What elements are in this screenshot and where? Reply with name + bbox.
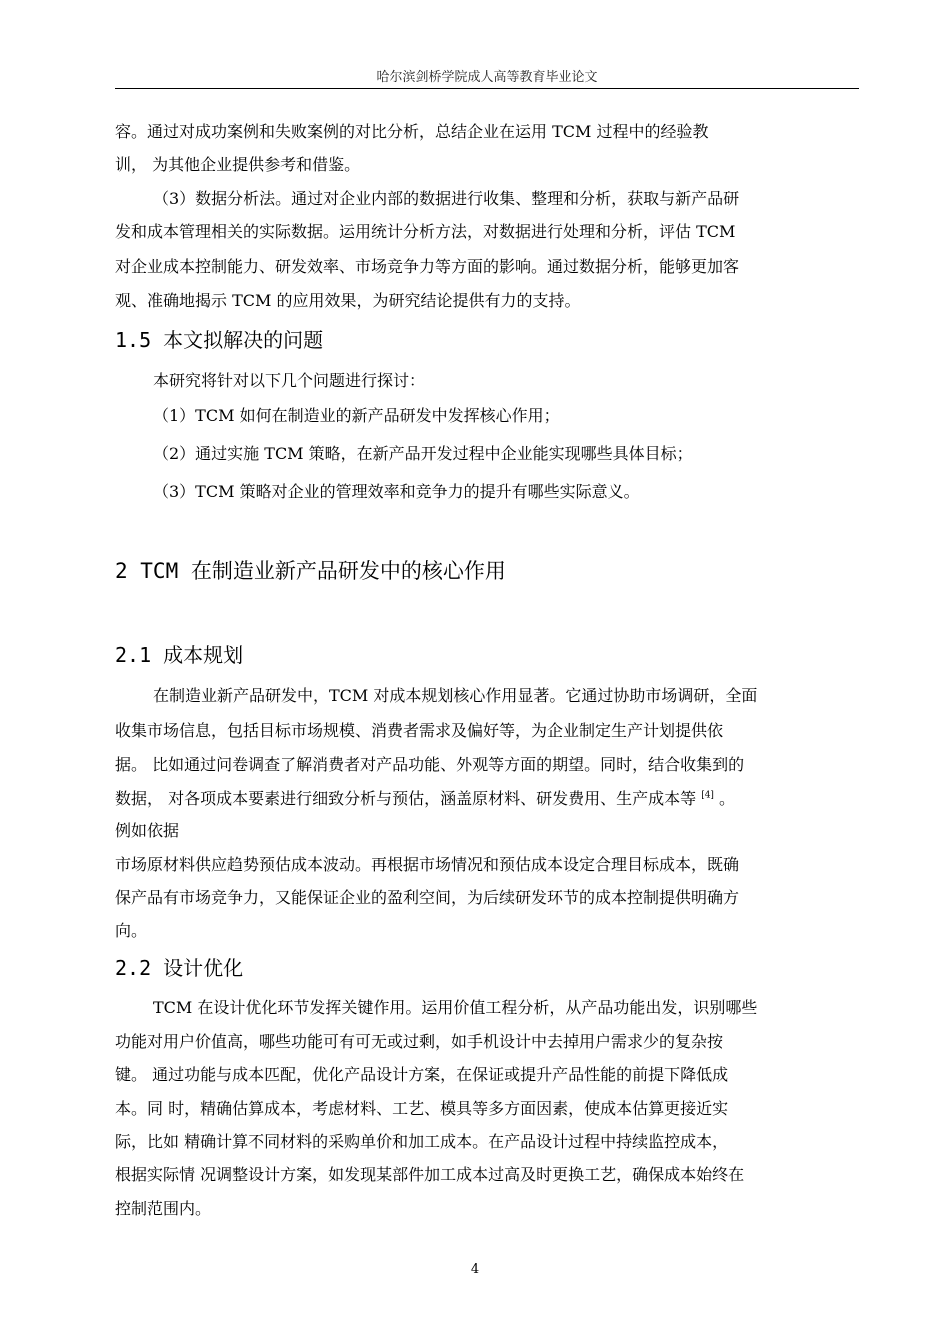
paragraph-line: 际，比如 精确计算不同材料的采购单价和加工成本。在产品设计过程中持续监控成本，: [115, 1132, 729, 1151]
paragraph-line: 本。同 时，精确估算成本，考虑材料、工艺、模具等多方面因素，使成本估算更接近实: [115, 1099, 729, 1118]
paragraph-line: TCM 在设计优化环节发挥关键作用。运用价值工程分析，从产品功能出发，识别哪些: [153, 998, 758, 1017]
paragraph-line: 收集市场信息，包括目标市场规模、消费者需求及偏好等，为企业制定生产计划提供依: [115, 721, 724, 740]
list-item: （2）通过实施 TCM 策略，在新产品开发过程中企业能实现哪些具体目标；: [153, 444, 693, 463]
paragraph-line: 观、准确地揭示 TCM 的应用效果，为研究结论提供有力的支持。: [115, 291, 581, 310]
paragraph-line: 例如依据: [115, 821, 180, 840]
paragraph-line: 容。通过对成功案例和失败案例的对比分析，总结企业在运用 TCM 过程中的经验教: [115, 122, 709, 141]
paragraph-line: 键。 通过功能与成本匹配，优化产品设计方案，在保证或提升产品性能的前提下降低成: [115, 1065, 729, 1084]
header-rule: [115, 88, 859, 89]
chapter-heading-2: 2 TCM 在制造业新产品研发中的核心作用: [115, 559, 506, 583]
section-heading-2-1: 2.1 成本规划: [115, 643, 244, 667]
paragraph-line: 据。 比如通过问卷调查了解消费者对产品功能、外观等方面的期望。同时，结合收集到的: [115, 755, 745, 774]
paragraph-text: 数据， 对各项成本要素进行细致分析与预估，涵盖原材料、研发费用、生产成本等: [115, 789, 697, 808]
paragraph-line: 在制造业新产品研发中，TCM 对成本规划核心作用显著。它通过协助市场调研，全面: [153, 686, 758, 705]
section-heading-2-2: 2.2 设计优化: [115, 956, 244, 980]
paragraph-line: 训， 为其他企业提供参考和借鉴。: [115, 155, 361, 174]
paragraph-text: 。: [719, 789, 736, 808]
section-heading-1-5: 1.5 本文拟解决的问题: [115, 328, 324, 352]
paragraph-line: 对企业成本控制能力、研发效率、市场竞争力等方面的影响。通过数据分析，能够更加客: [115, 257, 740, 276]
citation-reference: [4]: [701, 790, 714, 801]
list-item: （3）TCM 策略对企业的管理效率和竞争力的提升有哪些实际意义。: [153, 482, 640, 501]
list-item: （1）TCM 如何在制造业的新产品研发中发挥核心作用；: [153, 406, 560, 425]
paragraph-line: [115, 789, 865, 809]
paragraph-line: （3）数据分析法。通过对企业内部的数据进行收集、整理和分析，获取与新产品研: [153, 189, 740, 208]
paragraph-line: 保产品有市场竞争力，又能保证企业的盈利空间，为后续研发环节的成本控制提供明确方: [115, 888, 740, 907]
paragraph-line: 功能对用户价值高，哪些功能可有可无或过剩，如手机设计中去掉用户需求少的复杂按: [115, 1032, 724, 1051]
paragraph-line: 控制范围内。: [115, 1199, 212, 1218]
paragraph-line: 根据实际情 况调整设计方案，如发现某部件加工成本过高及时更换工艺，确保成本始终在: [115, 1165, 745, 1184]
paragraph-line: 市场原材料供应趋势预估成本波动。再根据市场情况和预估成本设定合理目标成本，既确: [115, 855, 740, 874]
paragraph-line: 向。: [115, 921, 148, 940]
paragraph-line: 本研究将针对以下几个问题进行探讨：: [153, 371, 426, 390]
page-header: 哈尔滨剑桥学院成人高等教育毕业论文: [376, 70, 598, 85]
page-number: 4: [470, 1262, 480, 1277]
paragraph-line: 发和成本管理相关的实际数据。运用统计分析方法，对数据进行处理和分析，评估 TCM: [115, 222, 736, 241]
